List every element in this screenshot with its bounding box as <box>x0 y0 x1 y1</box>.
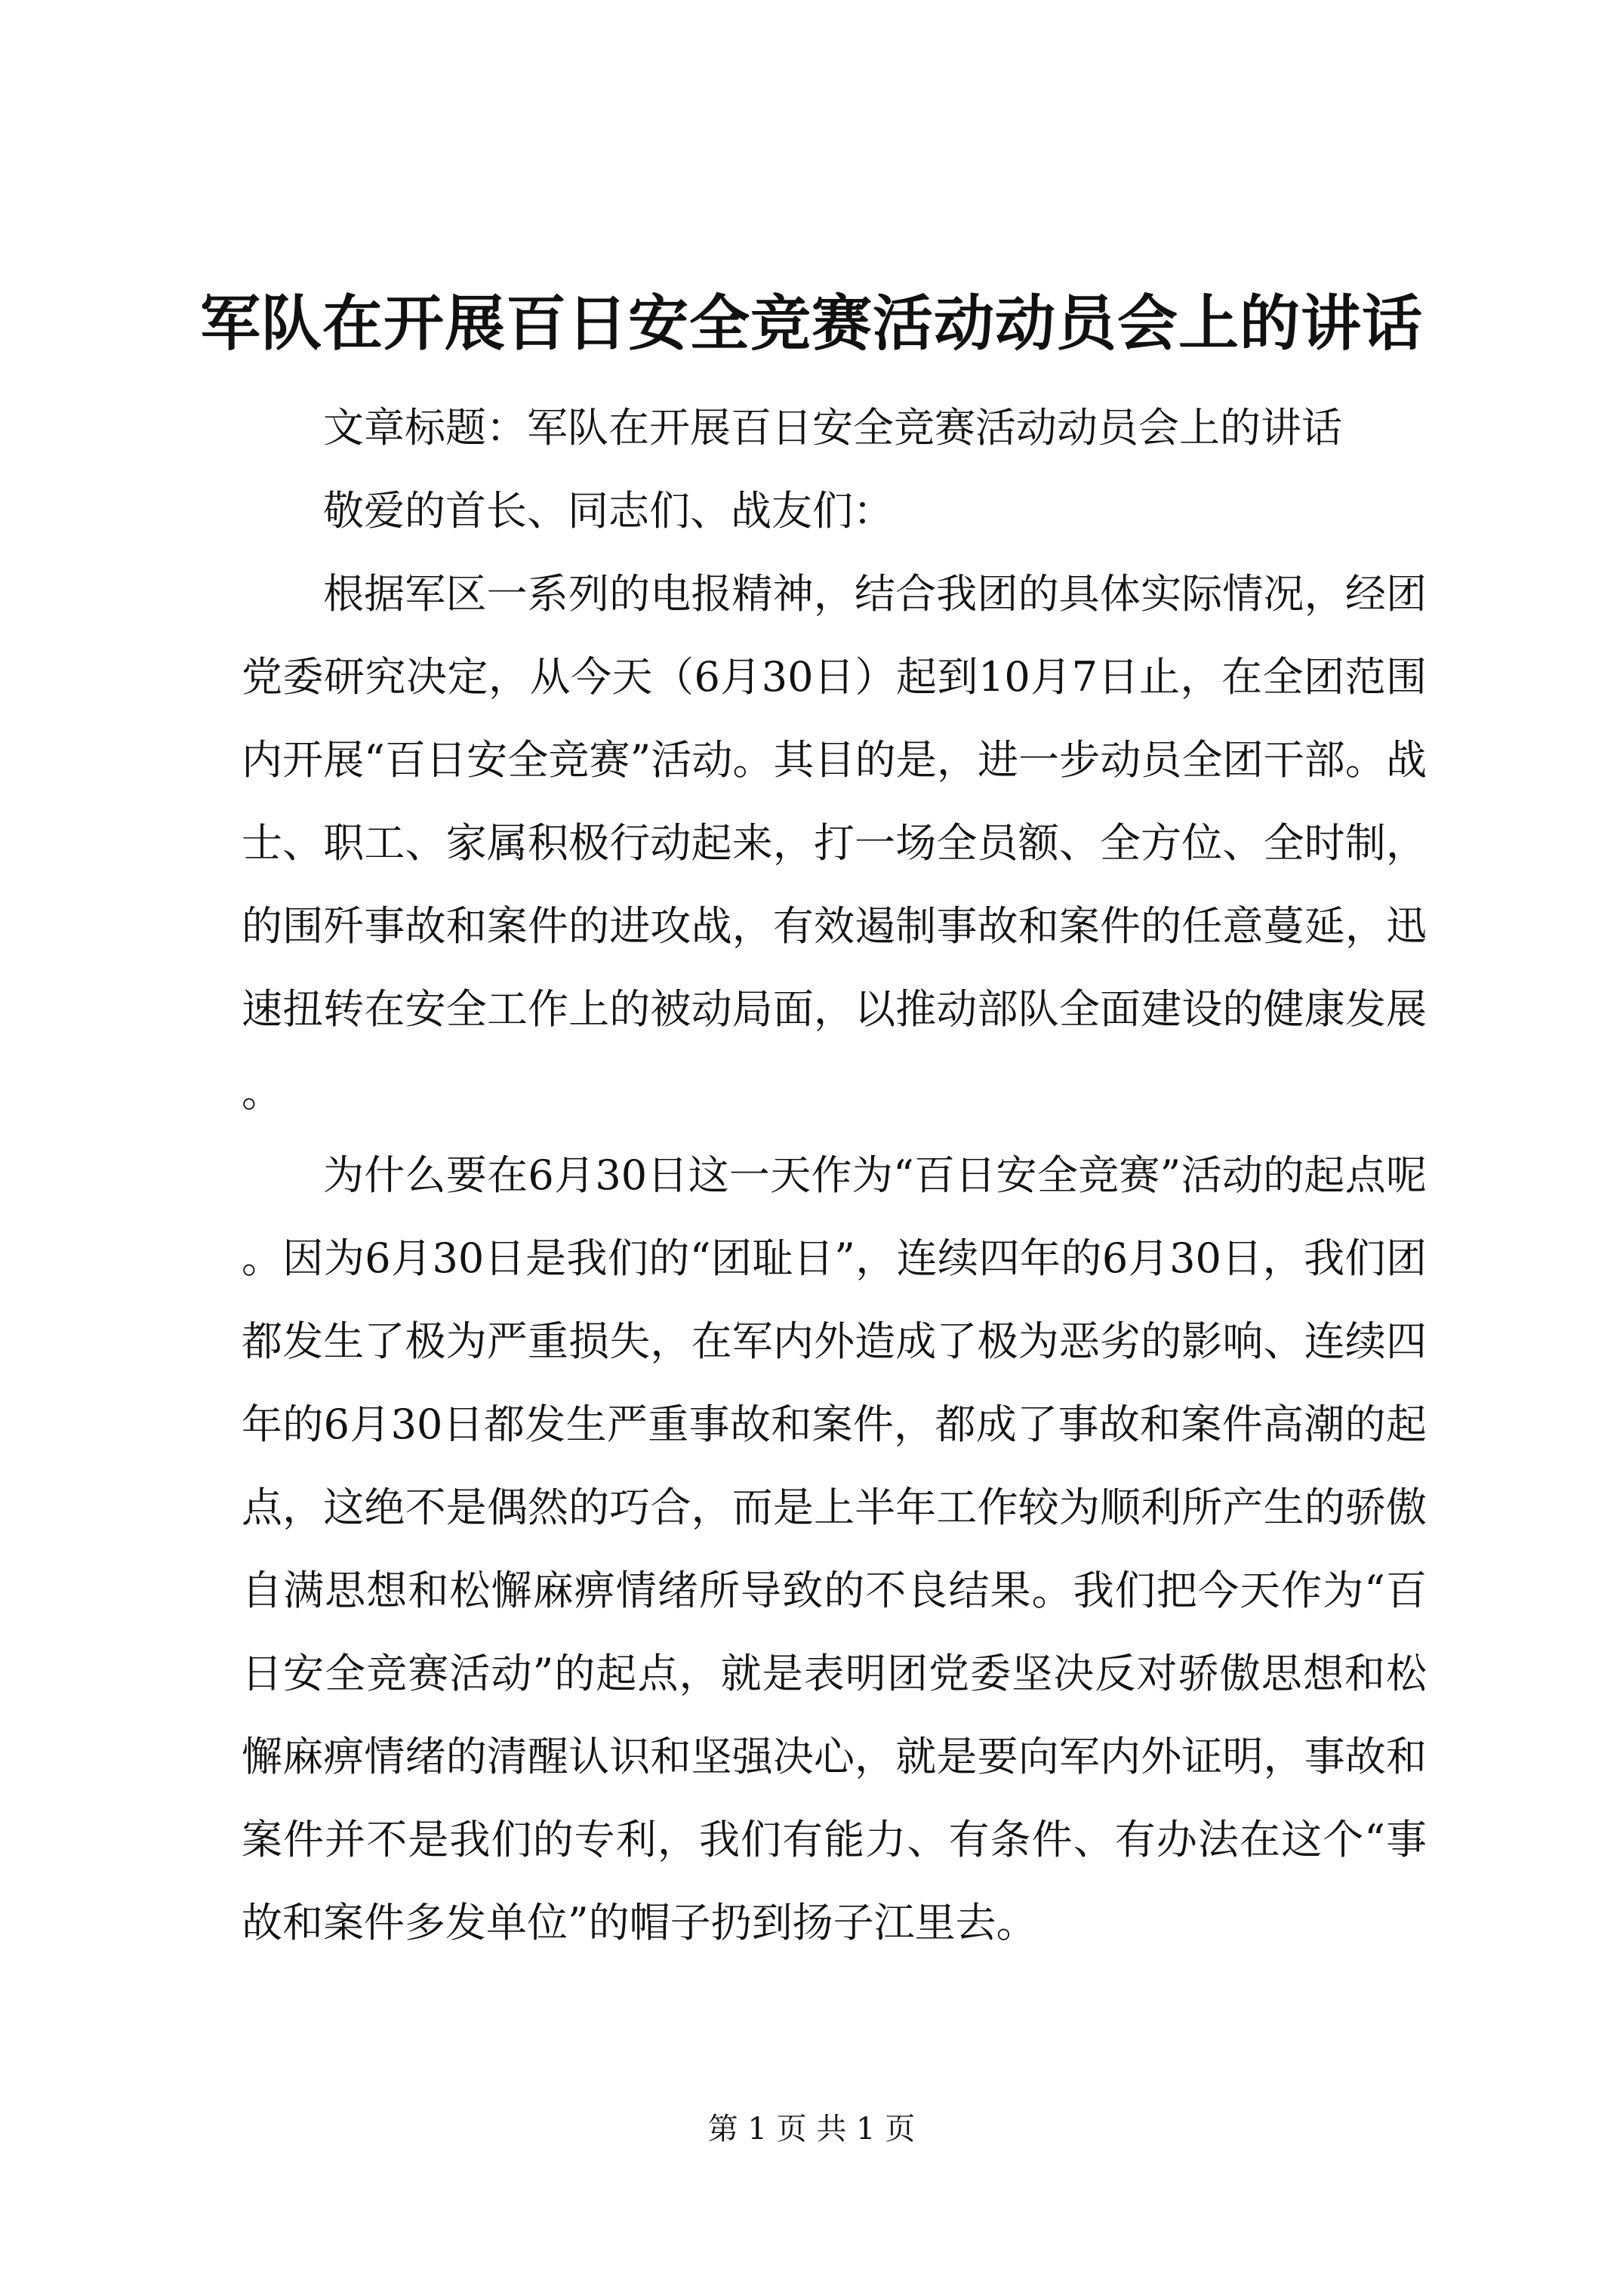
salutation: 敬爱的首长、同志们、战友们： <box>323 487 894 535</box>
page-number-footer: 第 1 页 共 1 页 <box>707 2112 916 2147</box>
paragraph-2: 为什么要在6月30日这一天作为“百日安全竞赛”活动的起点呢。因为6月30日是我们的“团耻日”，连续四年的6月30日，我们团都发生了极为严重损失，在军内外造成了极为恶劣的影响、连续四年的6月30日都发生严重事故和案件，都成了事故和案件高潮的起点，这绝不是偶然的巧合，而是上半年工作较为顺利所产生的骄傲自满思想和松懈麻痹情绪所导致的不良结果。我们把今天作为“百日安全竞赛活动”的起点，就是表明团党委坚决反对骄傲思想和松懈麻痹情绪的清醒认识和坚强决心，就是要向军内外证明，事故和案件并不是我们的专利，我们有能力、有条件、有办法在这个“事故和案件多发单位”的帽子扔到扬子江里去。 <box>242 1151 1427 1946</box>
document-body <box>242 387 1427 1965</box>
document-title: 军队在开展百日安全竞赛活动动员会上的讲话 <box>200 288 1423 359</box>
paragraph-1: 根据军区一系列的电报精神，结合我团的具体实际情况，经团党委研究决定，从今天（6月30日）起到10月7日止，在全团范围内开展“百日安全竞赛”活动。其目的是，进一步动员全团干部。战士、职工、家属积极行动起来，打一场全员额、全方位、全时制，的围歼事故和案件的进攻战，有效遏制事故和案件的任意蔓延，迅速扭转在安全工作上的被动局面，以推动部队全面建设的健康发展。 <box>242 570 1427 1116</box>
article-title-line: 文章标题：军队在开展百日安全竞赛活动动员会上的讲话 <box>323 404 1342 451</box>
